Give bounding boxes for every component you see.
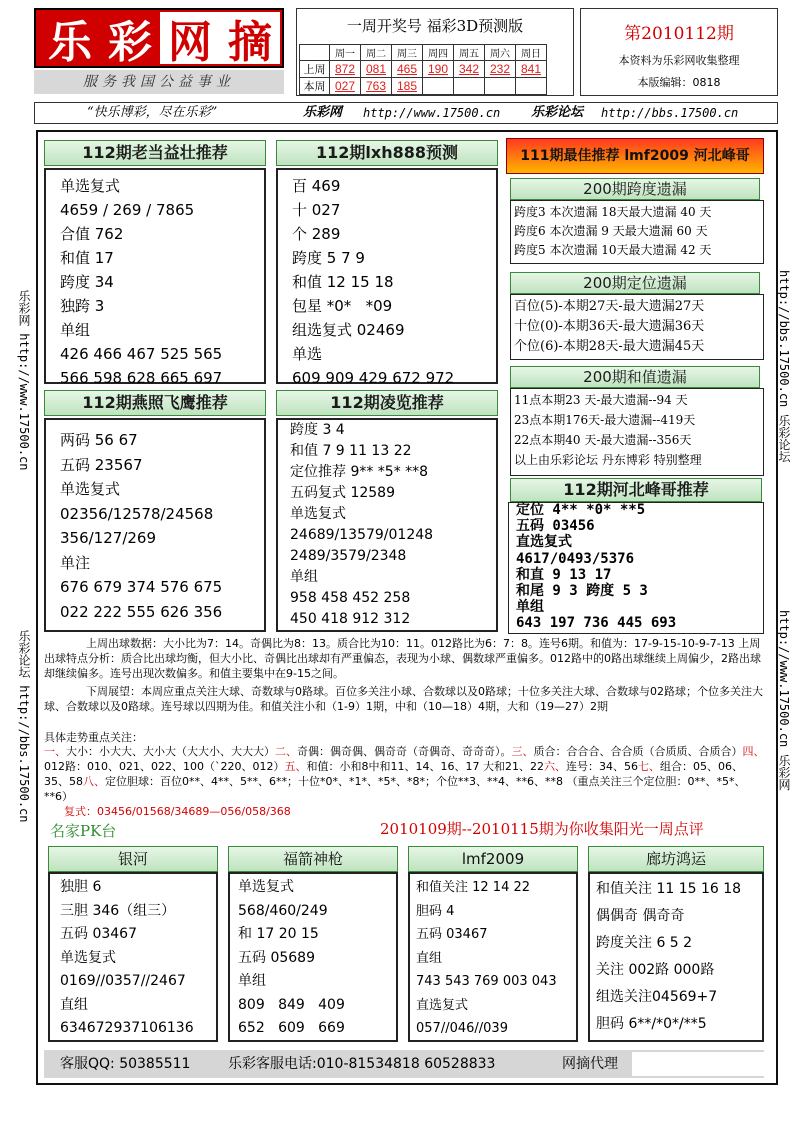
panel3-content: 两码 56 67 五码 23567 单选复式 02356/12578/24568 356/127/269 单注 676 679 374 576 675 022 222 555 626 356 xyxy=(60,431,223,621)
span-miss-title: 200期跨度遗漏 xyxy=(510,178,760,200)
pk-period: 2010109期--2010115期为你收集阳光一周点评 xyxy=(380,820,704,838)
side-left-top: 乐彩网 http://www.17500.cn xyxy=(17,290,31,471)
day-header: 周三 xyxy=(392,45,423,61)
span-miss-content: 跨度3 本次遗漏 18天最大遗漏 40 天 跨度6 本次遗漏 9 天最大遗漏 60 天 跨度5 本次遗漏 10天最大遗漏 42 天 xyxy=(514,205,712,257)
this-week-label: 本周 xyxy=(300,78,330,95)
logo-char-1: 乐 xyxy=(48,17,92,68)
draw-number: 872 xyxy=(330,61,361,78)
pk-col1-title: 银河 xyxy=(48,846,218,872)
draw-number: 081 xyxy=(361,61,392,78)
logo-char-3: 网 xyxy=(160,12,220,64)
day-header: 周一 xyxy=(330,45,361,61)
draw-number xyxy=(485,78,516,95)
panel1-content: 单选复式 4659 / 269 / 7865 合值 762 和值 17 跨度 34 独跨 3 单组 426 466 467 525 565 566 598 628 665 697 xyxy=(60,177,223,387)
pk-col3-content: 和值关注 12 14 22 胆码 4 五码 03467 直组 743 543 769 003 043 直选复式 057//046//039 xyxy=(416,880,557,1036)
site-logo xyxy=(34,8,284,68)
draw-number: 232 xyxy=(485,61,516,78)
footer-qq: 客服QQ: 50385511 xyxy=(60,1056,191,1072)
draw-number: 185 xyxy=(392,78,423,95)
pk-label: 名家PK台 xyxy=(50,822,117,840)
pk-col2-title: 福箭神枪 xyxy=(228,846,398,872)
side-right-top: http://bbs.17500.cn 乐彩论坛 xyxy=(777,270,791,463)
forum-link[interactable]: http://bbs.17500.cn xyxy=(601,106,739,120)
day-header: 周六 xyxy=(485,45,516,61)
footer-phone: 乐彩客服电话:010-81534818 60528833 xyxy=(228,1056,496,1072)
issue-note: 本资料为乐彩网收集整理 xyxy=(618,54,740,67)
draw-number xyxy=(423,78,454,95)
pk-col1-content: 独胆 6 三胆 346（组三） 五码 03467 单选复式 0169//0357//2467 直组 634672937106136 xyxy=(60,879,194,1036)
last-week-label: 上周 xyxy=(300,61,330,78)
logo-slogan: 服务我国公益事业 xyxy=(34,70,284,94)
best-recommend-banner: 111期最佳推荐 lmf2009 河北峰哥 xyxy=(506,138,764,174)
panel4-title: 112期凌览推荐 xyxy=(276,390,498,416)
forum-label: 乐彩论坛 xyxy=(531,105,584,120)
last-week-analysis: 上周出球数据：大小比为7：14。奇偶比为8：13。质合比为10：11。012路比为6：7：8。连号6期。和值为：17-9-15-10-9-7-13 上周出球特点分析：质合比出球均衡，但大小比、奇偶比出球却有严重偏态，表现为小球、偶数球严重偏多。012路中的0路出球继续上周偏少，2路出球却继续偏多。连号出现次数偏多。和值主要集中在9-15之间。 xyxy=(44,637,761,680)
pk-col2-content: 单选复式 568/460/249 和 17 20 15 五码 05689 单组 809 849 409 652 609 669 xyxy=(238,879,345,1036)
day-header: 周二 xyxy=(361,45,392,61)
draw-number: 027 xyxy=(330,78,361,95)
footer-bar xyxy=(44,1050,764,1078)
side-left-bottom: 乐彩论坛 http://bbs.17500.cn xyxy=(17,630,31,823)
issue-number: 第2010112期 xyxy=(624,24,734,44)
pk-col3-title: lmf2009 xyxy=(408,846,578,872)
day-header: 周日 xyxy=(516,45,547,61)
issue-editor: 本版编辑：0818 xyxy=(637,76,721,89)
next-week-outlook: 下周展望：本周应重点关注大球、奇数球与0路球。百位多关注小球、合数球以及0路球；十位多关注大球、合数球与02路球；个位多关注大球、合数球以及0路球。连号球以四期为佳。和值关注小和（1-9）1期，中和（10—18）4期，大和（19—27）2期 xyxy=(44,685,763,713)
footer-agent-slot xyxy=(632,1052,764,1076)
site-label: 乐彩网 xyxy=(303,105,343,120)
panel1-title: 112期老当益壮推荐 xyxy=(44,140,266,166)
draw-number: 190 xyxy=(423,61,454,78)
slogan-text: “快乐博彩，尽在乐彩” xyxy=(87,105,218,120)
footer-agent: 网摘代理 xyxy=(562,1056,618,1072)
logo-char-4: 摘 xyxy=(220,12,280,64)
draw-number xyxy=(454,78,485,95)
draw-number: 841 xyxy=(516,61,547,78)
fushi-line: 复式：03456/01568/34689—056/058/368 xyxy=(64,805,291,818)
side-right-bottom: http://www.17500.cn 乐彩网 xyxy=(777,610,791,791)
draw-number: 465 xyxy=(392,61,423,78)
draw-number: 342 xyxy=(454,61,485,78)
draw-number xyxy=(516,78,547,95)
day-header: 周五 xyxy=(454,45,485,61)
panel2-content: 百 469 十 027 个 289 跨度 5 7 9 和值 12 15 18 包星 *0* *09 组选复式 02469 单选 609 909 429 672 972 xyxy=(292,177,455,387)
pk-col4-title: 廊坊鸿运 xyxy=(588,846,764,872)
panel4-content: 跨度 3 4 和值 7 9 11 13 22 定位推荐 9** *5* **8 五码复式 12589 单选复式 24689/13579/01248 2489/3579/2348 单组 958 458 452 258 450 418 912 312 xyxy=(290,422,434,627)
pk-col4-content: 和值关注 11 15 16 18 偶偶奇 偶奇奇 跨度关注 6 5 2 关注 002路 000路 组选关注04569+7 胆码 6**/*0*/**5 xyxy=(596,881,742,1032)
hebei-content: 定位 4** *0* **5 五码 03456 直选复式 4617/0493/5376 和直 9 13 17 和尾 9 3 跨度 5 3 单组 643 197 736 445 693 xyxy=(516,502,677,632)
trend-details: 一、大小：小大大、大小大（大大小、大大大）二、奇偶：偶奇偶、偶奇奇（奇偶奇、奇奇奇）。三、质合：合合合、合合质（合质质、合质合）四、012路：010、021、022、100（`220、012）五、和值：小和8中和11、14、16、17 大和21、22六、连号：34、56七、组合：05、06、35、58八、定位胆球：百位0**、4**、5**、6**；十位*0*、*1*、*5*、*8*；个位**3、**4、**6、**8 （重点关注三个定位胆：0**、*5*、**6） xyxy=(44,745,765,803)
position-miss-title: 200期定位遗漏 xyxy=(510,272,760,294)
position-miss-content: 百位(5)-本期27天-最大遗漏27天 十位(0)-本期36天-最大遗漏36天 个位(6)-本期28天-最大遗漏45天 xyxy=(514,299,705,354)
slogan-banner xyxy=(34,102,778,124)
sum-miss-content: 11点本期23 天-最大遗漏--94 天 23点本期176天-最大遗漏--419天 22点本期40 天-最大遗漏--356天 以上由乐彩论坛 丹东博彩 特别整理 xyxy=(514,393,702,467)
weekly-title: 一周开奖号 福彩3D预测版 xyxy=(346,17,524,35)
panel2-title: 112期lxh888预测 xyxy=(276,140,498,166)
day-header: 周四 xyxy=(423,45,454,61)
hebei-title: 112期河北峰哥推荐 xyxy=(510,478,762,502)
sum-miss-title: 200期和值遗漏 xyxy=(510,366,760,388)
draw-number: 763 xyxy=(361,78,392,95)
site-link[interactable]: http://www.17500.cn xyxy=(363,106,501,120)
panel3-title: 112期燕照飞鹰推荐 xyxy=(44,390,266,416)
issue-panel xyxy=(580,8,778,96)
draw-results-table xyxy=(299,44,547,95)
trend-heading: 具体走势重点关注： xyxy=(44,731,143,744)
logo-char-2: 彩 xyxy=(108,17,152,68)
